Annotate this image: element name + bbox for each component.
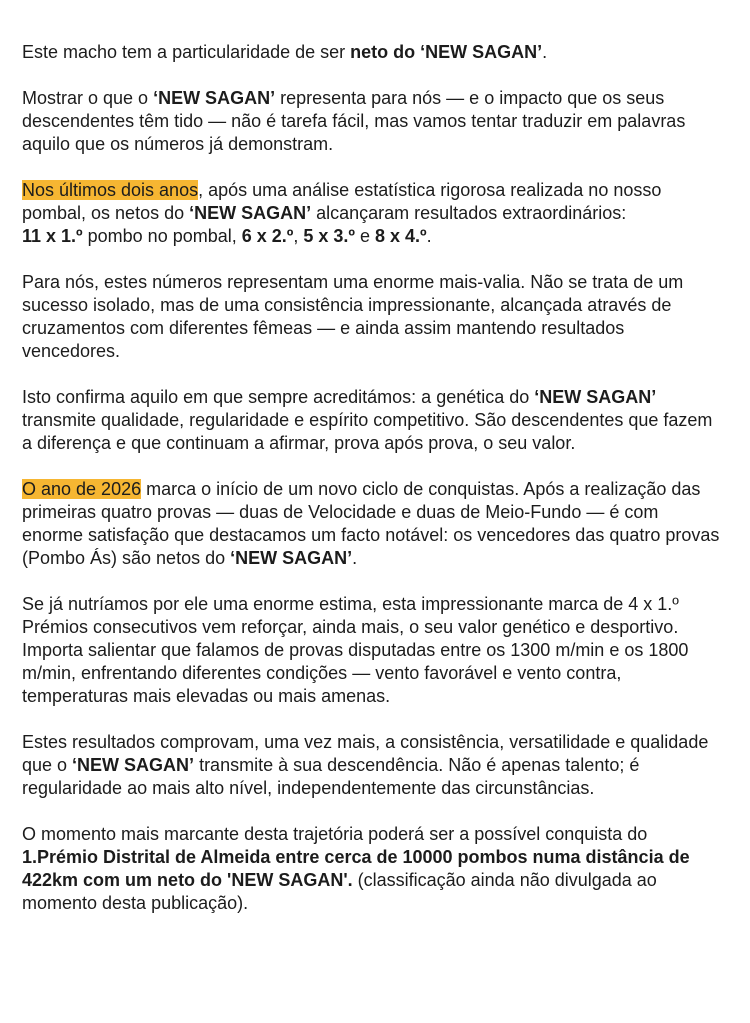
text-run: transmite qualidade, regularidade e espírito competitivo. São descendentes que fazem a diferença e que continuam a afirmar, prova após prova, o seu valor. xyxy=(22,410,713,453)
bold-phrase: ‘NEW SAGAN’ xyxy=(153,88,276,108)
text-run: (classificação ainda não divulgada ao momento desta publicação). xyxy=(22,870,657,913)
bold-phrase: neto do ‘NEW SAGAN’ xyxy=(350,42,543,62)
paragraph-added-value xyxy=(22,271,722,363)
stat-first-place: 11 x 1.º xyxy=(22,226,83,246)
highlighted-phrase: Nos últimos dois anos xyxy=(22,180,199,200)
document-body xyxy=(22,41,722,938)
paragraph-consecutive-prizes xyxy=(22,593,722,708)
text-run: e xyxy=(354,226,375,246)
stat-second-place: 6 x 2.º xyxy=(241,226,294,246)
bold-phrase: ‘NEW SAGAN’ xyxy=(230,548,353,568)
text-run: Estes resultados comprovam, uma vez mais, a consistência, versatilidade e qualidade que o xyxy=(22,732,709,775)
bold-phrase: 1.Prémio Distrital de Almeida entre cerca de 10000 pombos numa distância de 422km com um neto do 'NEW SAGAN'. xyxy=(22,847,690,890)
text-run: pombo no pombal, xyxy=(82,226,242,246)
text-run: Isto confirma aquilo em que sempre acreditámos: a genética do xyxy=(22,387,535,407)
stat-third-place: 5 x 3.º xyxy=(303,226,355,246)
text-run: transmite à sua descendência. Não é apenas talento; é regularidade ao mais alto nível, independentemente das circunstâncias. xyxy=(22,755,640,798)
paragraph-results xyxy=(22,731,722,800)
bold-phrase: ‘NEW SAGAN’ xyxy=(189,203,312,223)
text-run: . xyxy=(426,226,432,246)
text-run: . xyxy=(352,548,358,568)
text-run: O momento mais marcante desta trajetória poderá ser a possível conquista do xyxy=(22,824,648,844)
paragraph-new-sagan xyxy=(22,87,722,156)
paragraph-district-prize xyxy=(22,823,722,915)
text-run: Para nós, estes números representam uma enorme mais-valia. Não se trata de um sucesso isolado, mas de uma consistência impressionante, alcançada através de cruzamentos com diferentes fêmeas — e ainda assim mantendo resultados vencedores. xyxy=(22,272,684,361)
paragraph-year-2026 xyxy=(22,478,722,570)
stat-fourth-place: 8 x 4.º xyxy=(375,226,427,246)
paragraph-last-two-years xyxy=(22,179,722,248)
highlighted-phrase: O ano de 2026 xyxy=(22,479,142,499)
bold-phrase: ‘NEW SAGAN’ xyxy=(534,387,657,407)
text-run: , após uma análise estatística rigorosa realizada no nosso pombal, os netos do xyxy=(22,180,662,223)
paragraph-genetics xyxy=(22,386,722,455)
text-run: representa para nós — e o impacto que os seus descendentes têm tido — não é tarefa fácil, mas vamos tentar traduzir em palavras aquilo que os números já demonstram. xyxy=(22,88,686,154)
paragraph-intro xyxy=(22,41,722,64)
text-run: . xyxy=(542,42,548,62)
text-run: alcançaram resultados extraordinários: xyxy=(311,203,627,223)
text-run: marca o início de um novo ciclo de conquistas. Após a realização das primeiras quatro provas — duas de Velocidade e duas de Meio-Fundo — é com enorme satisfação que destacamos um facto notável: os vencedores das quatro provas (Pombo Ás) são netos do xyxy=(22,479,720,568)
text-run: , xyxy=(293,226,304,246)
text-run: Se já nutríamos por ele uma enorme estima, esta impressionante marca de 4 x 1.º Prémios consecutivos vem reforçar, ainda mais, o seu valor genético e desportivo. Importa salientar que falamos de provas disputadas entre os 1300 m/min e os 1800 m/min, enfrentando diferentes condições — vento favorável e vento contra, temperaturas mais elevadas ou mais amenas. xyxy=(22,594,689,706)
text-run: Mostrar o que o xyxy=(22,88,154,108)
text-run: Este macho tem a particularidade de ser xyxy=(22,42,351,62)
bold-phrase: ‘NEW SAGAN’ xyxy=(72,755,195,775)
